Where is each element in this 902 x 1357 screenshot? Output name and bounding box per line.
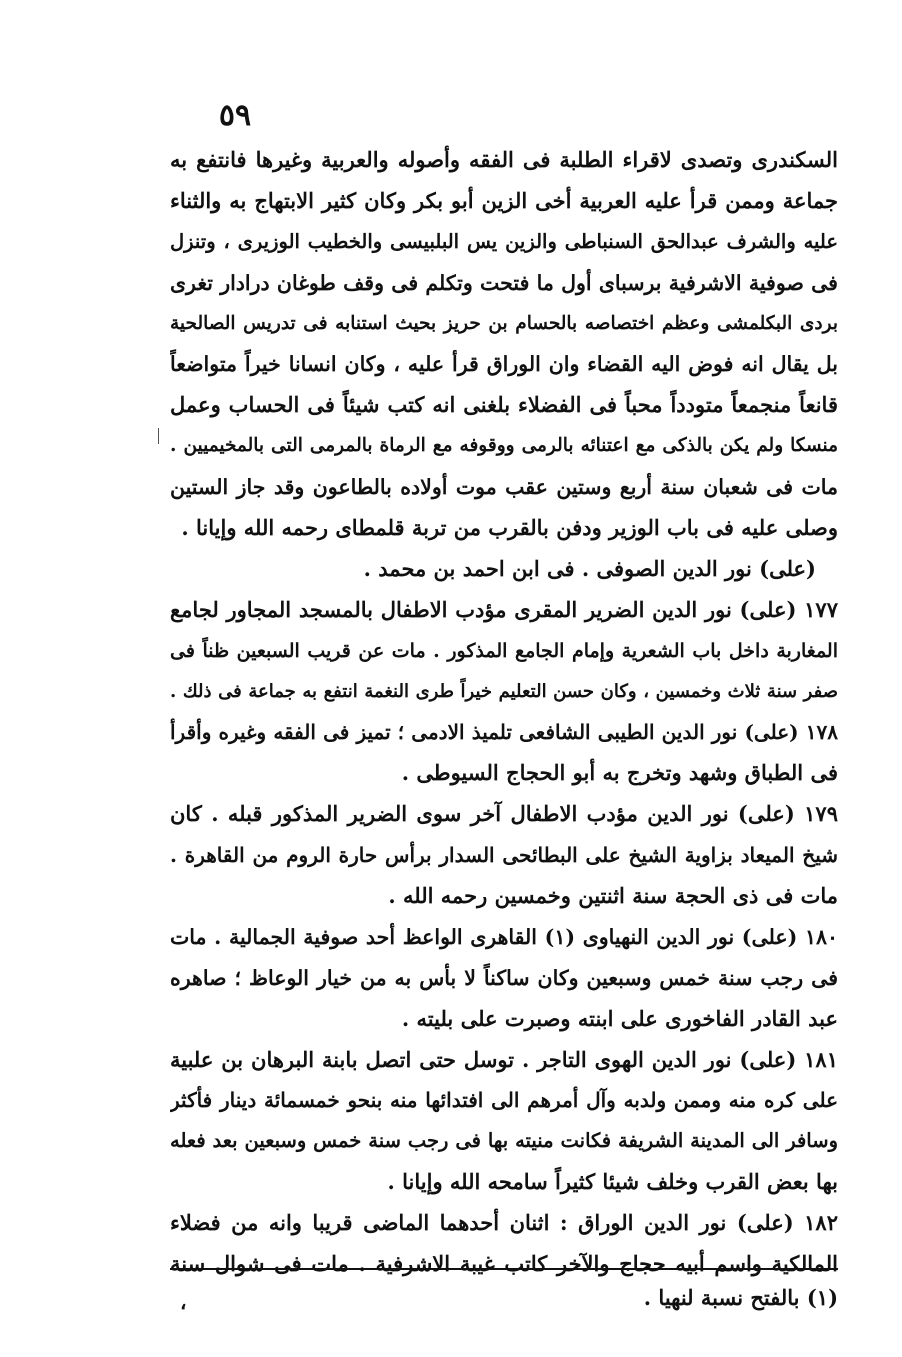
text-line: جماعة وممن قرأ عليه العربية أخى الزين أبو بكر وكان كثير الابتهاج به والثناء bbox=[170, 187, 838, 213]
entry-line: ١٨٠ (على) نور الدين النهياوى (١) القاهرى الواعظ أحد صوفية الجمالية . مات bbox=[170, 924, 838, 949]
margin-mark bbox=[158, 428, 159, 444]
text-line: قانعاً منجمعاً متودداً محباً فى الفضلاء بلغنى انه كتب شيئاً فى الحساب وعمل bbox=[170, 392, 838, 418]
text-line: بردى البكلمشى وعظم اختصاصه بالحسام بن حريز بحيث استنابه فى تدريس الصالحية bbox=[170, 312, 838, 334]
text-line: على كره منه وممن ولدبه وآل أمرهم الى افتدائها منه بنحو خمسمائة دينار فأكثر bbox=[170, 1088, 838, 1113]
body-text bbox=[170, 140, 838, 1285]
text-line: بل يقال انه فوض اليه القضاء وان الوراق قرأ عليه ، وكان انسانا خيراً متواضعاً bbox=[170, 352, 838, 377]
text-line: منسكا ولم يكن بالذكى مع اعتنائه بالرمى ووقوفه مع الرماة بالمرمى التى بالمخيميين . bbox=[170, 435, 838, 457]
text-line: المغاربة داخل باب الشعرية وإمام الجامع المذكور . مات عن قريب السبعين ظناً فى bbox=[170, 639, 838, 662]
entry-line: ١٨٢ (على) نور الدين الوراق : اثنان أحدهما الماضى قريبا وانه من فضلاء bbox=[170, 1210, 838, 1236]
text-line: مات فى ذى الحجة سنة اثنتين وخمسين رحمه الله . bbox=[388, 883, 838, 909]
entry-line: ١٧٨ (على) نور الدين الطيبى الشافعى تلميذ الادمى ؛ تميز فى الفقه وغيره وأقرأ bbox=[170, 720, 838, 745]
entry-heading: (على) نور الدين الصوفى . فى ابن احمد بن محمد . bbox=[363, 555, 816, 581]
text-line: المالكية واسم أبيه حجاج والآخر كاتب غيبة الاشرفية . مات فى شوال سنة bbox=[170, 1251, 838, 1277]
footnote: (١) بالفتح نسبة لنهيا . bbox=[643, 1285, 838, 1310]
text-line: صفر سنة ثلاث وخمسين ، وكان حسن التعليم خيراً طرى النغمة انتفع به جماعة فى ذلك . bbox=[170, 680, 838, 702]
text-line: عبد القادر الفاخورى على ابنته وصبرت على بليته . bbox=[401, 1005, 838, 1031]
text-line: وصلى عليه فى باب الوزير ودفن بالقرب من تربة قلمطاى رحمه الله وإيانا . bbox=[181, 515, 838, 541]
text-line: فى الطباق وشهد وتخرج به أبو الحجاج السيوطى . bbox=[401, 760, 838, 786]
text-line: بها بعض القرب وخلف شيئا كثيراً سامحه الله وإيانا . bbox=[387, 1169, 838, 1195]
entry-line: ١٧٩ (على) نور الدين مؤدب الاطفال آخر سوى الضرير المذكور قبله . كان bbox=[170, 801, 838, 827]
text-line: شيخ الميعاد بزاوية الشيخ على البطائحى السدار برأس حارة الروم من القاهرة . bbox=[170, 843, 838, 868]
text-line: فى صوفية الاشرفية برسباى أول ما فتحت وتكلم فى وقف طوغان درادار تغرى bbox=[170, 270, 838, 295]
entry-line: ١٧٧ (على) نور الدين الضرير المقرى مؤدب الاطفال بالمسجد المجاور لجامع bbox=[170, 596, 838, 622]
footnote-divider bbox=[170, 1268, 838, 1270]
page-number: ٥٩ bbox=[218, 98, 252, 133]
text-line: فى رجب سنة خمس وسبعين وكان ساكناً لا بأس به من خيار الوعاظ ؛ صاهره bbox=[170, 965, 838, 990]
text-line: مات فى شعبان سنة أربع وستين عقب موت أولاده بالطاعون وقد جاز الستين bbox=[170, 475, 838, 500]
entry-line: ١٨١ (على) نور الدين الهوى التاجر . توسل حتى اتصل بابنة البرهان بن علبية bbox=[170, 1046, 838, 1072]
text-line: وسافر الى المدينة الشريفة فكانت منيته بها فى رجب سنة خمس وسبعين بعد فعله bbox=[170, 1129, 838, 1153]
text-line: السكندرى وتصدى لاقراء الطلبة فى الفقه وأصوله والعربية وغيرها فانتفع به bbox=[170, 147, 838, 172]
text-line: عليه والشرف عبدالحق السنباطى والزين يس البلبيسى والخطيب الوزيرى ، وتنزل bbox=[170, 229, 838, 253]
footnote-stray-mark: ، bbox=[180, 1290, 187, 1314]
